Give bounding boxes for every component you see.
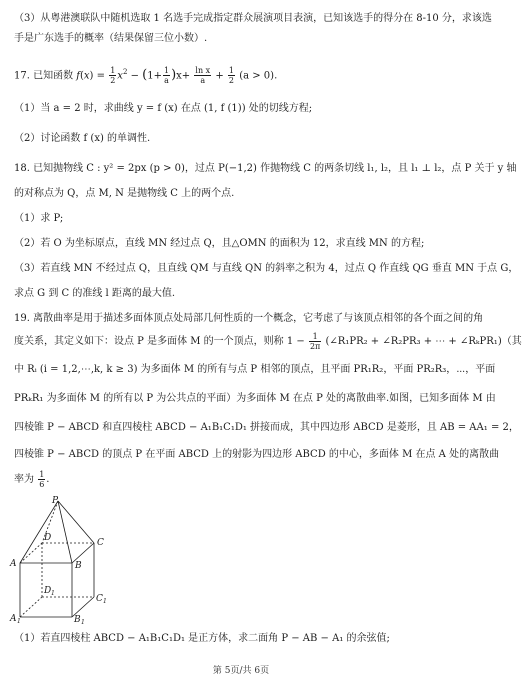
q19-stem-line7: 率为 $\frac{1}{6}$ . [14, 470, 50, 489]
q19-stem-line3: 中 Rᵢ (i = 1,2,⋯,k, k ≥ 3) 为多面体 M 的所有与点 P 相邻的顶点，且平面 PR₁R₂，平面 PR₂R₃，⋯，平面 [14, 364, 496, 375]
q17-minus: − [130, 70, 139, 82]
label-C1: C [96, 594, 103, 604]
label-P: P [52, 496, 59, 506]
edge-PC [58, 501, 94, 543]
q18-stem-line2: 的对称点为 Q，点 M, N 是抛物线 C 上的两个点. [14, 188, 235, 199]
q19-stem-line6: 四棱锥 P − ABCD 的顶点 P 在平面 ABCD 上的射影为四边形 ABCD 的中心，多面体 M 在点 A 处的离散曲 [14, 449, 500, 460]
svg-text:1: 1 [17, 618, 21, 625]
edge-A1D1 [20, 597, 42, 617]
q19-stem-line5: 四棱锥 P − ABCD 和直四棱柱 ABCD − A₁B₁C₁D₁ 拼接而成，其中四边形 ABCD 是菱形，且 AB = AA₁ = 2， [14, 422, 519, 433]
q17-part1: （1）当 a = 2 时，求曲线 y = f (x) 在点 (1, f (1)) 处的切线方程; [14, 103, 313, 114]
svg-text:1: 1 [81, 619, 85, 626]
q17-number: 17. [14, 70, 30, 82]
q18-part3: （3）若直线 MN 不经过点 Q，且直线 QM 与直线 QN 的斜率之积为 4，过点 Q 作直线 QG 垂直 MN 于点 G， [14, 263, 519, 274]
q18-part3-cont: 求点 G 到 C 的准线 l 距离的最大值. [14, 288, 176, 299]
q17-eq: = [96, 70, 106, 82]
q17-stem: 17. 已知函数 f(x) = $\frac{1}{2}$ $x^2 - (1+$ $\frac{1}{a}$ )x+ $\frac{\text{ln x}}{a}$ + $\frac{1}{2}$ (a > 0). [14, 66, 278, 86]
q19-rate-fraction: $\frac{1}{6}$ [39, 470, 45, 489]
q16-part3-line2: 手是广东选手的概率（结果保留三位小数）. [14, 33, 208, 44]
svg-text:1: 1 [103, 598, 107, 605]
q17-fn-var: x [83, 70, 90, 82]
svg-text:1: 1 [51, 590, 55, 597]
q17-condition: (a > 0). [239, 70, 278, 82]
q18-part2: （2）若 O 为坐标原点，直线 MN 经过点 Q，且△OMN 的面积为 12，求直线 MN 的方程; [14, 238, 425, 249]
q17-x-squared: x [117, 70, 123, 82]
label-A1: A [10, 614, 17, 624]
label-B1: B [74, 615, 81, 625]
edge-PA [20, 501, 58, 563]
q19-part1: （1）若直四棱柱 ABCD − A₁B₁C₁D₁ 是正方体，求二面角 P − AB − A₁ 的余弦值; [14, 633, 390, 644]
q19-stem-line1: 19. 离散曲率是用于描述多面体顶点处局部几何性质的一个概念，它考虑了与该顶点相邻的各个面之间的角 [14, 313, 484, 324]
label-B: B [75, 561, 82, 571]
label-D: D [44, 533, 52, 543]
label-A: A [10, 559, 17, 569]
q17-fn-name: f [76, 70, 80, 82]
edge-AD [20, 543, 42, 563]
edge-PB [58, 501, 72, 563]
q17-lnx-over-a: $\frac{\text{ln x}}{a}$ [195, 66, 211, 86]
page-footer: 第 5页/共 6页 [212, 666, 270, 676]
edge-BC [72, 543, 94, 563]
q17-half-constant: $\frac{1}{2}$ [228, 66, 235, 86]
edge-B1C1 [72, 597, 94, 617]
q17-half-fraction: $\frac{1}{2}$ [110, 66, 116, 86]
q16-part3-line1: （3）从粤港澳联队中随机选取 1 名选手完成指定群众展演项目表演，已知该选手的得分在 8-10 分，求该选 [14, 13, 492, 24]
q19-stem-line2: 度关系，其定义如下：设点 P 是多面体 M 的一个顶点，则称 1 − $\frac{1}{2\pi}$ (∠R₁PR₂ + ∠R₂PR₃ + ⋯ + ∠RₖPR₁)（其 [14, 332, 522, 351]
label-D1: D [44, 586, 52, 596]
q19-curvature-fraction: $\frac{1}{2\pi}$ [309, 332, 321, 351]
q19-stem-line4: PRₖR₁ 为多面体 M 的所有以 P 为公共点的平面）为多面体 M 在点 P 处的离散曲率.如图，已知多面体 M 由 [14, 393, 496, 404]
polyhedron-figure [8, 493, 124, 625]
q18-part1: （1）求 P; [14, 213, 64, 224]
q17-part2: （2）讨论函数 f (x) 的单调性. [14, 133, 151, 144]
q17-one-over-a: $\frac{1}{a}$ [164, 66, 170, 86]
label-C: C [97, 538, 104, 548]
q17-intro: 已知函数 [33, 70, 74, 82]
q18-stem-line1: 18. 已知抛物线 C : y² = 2px (p > 0)，过点 P(−1,2) 作抛物线 C 的两条切线 l₁, l₂，且 l₁ ⊥ l₂，点 P 关于 y 轴 [14, 163, 517, 174]
